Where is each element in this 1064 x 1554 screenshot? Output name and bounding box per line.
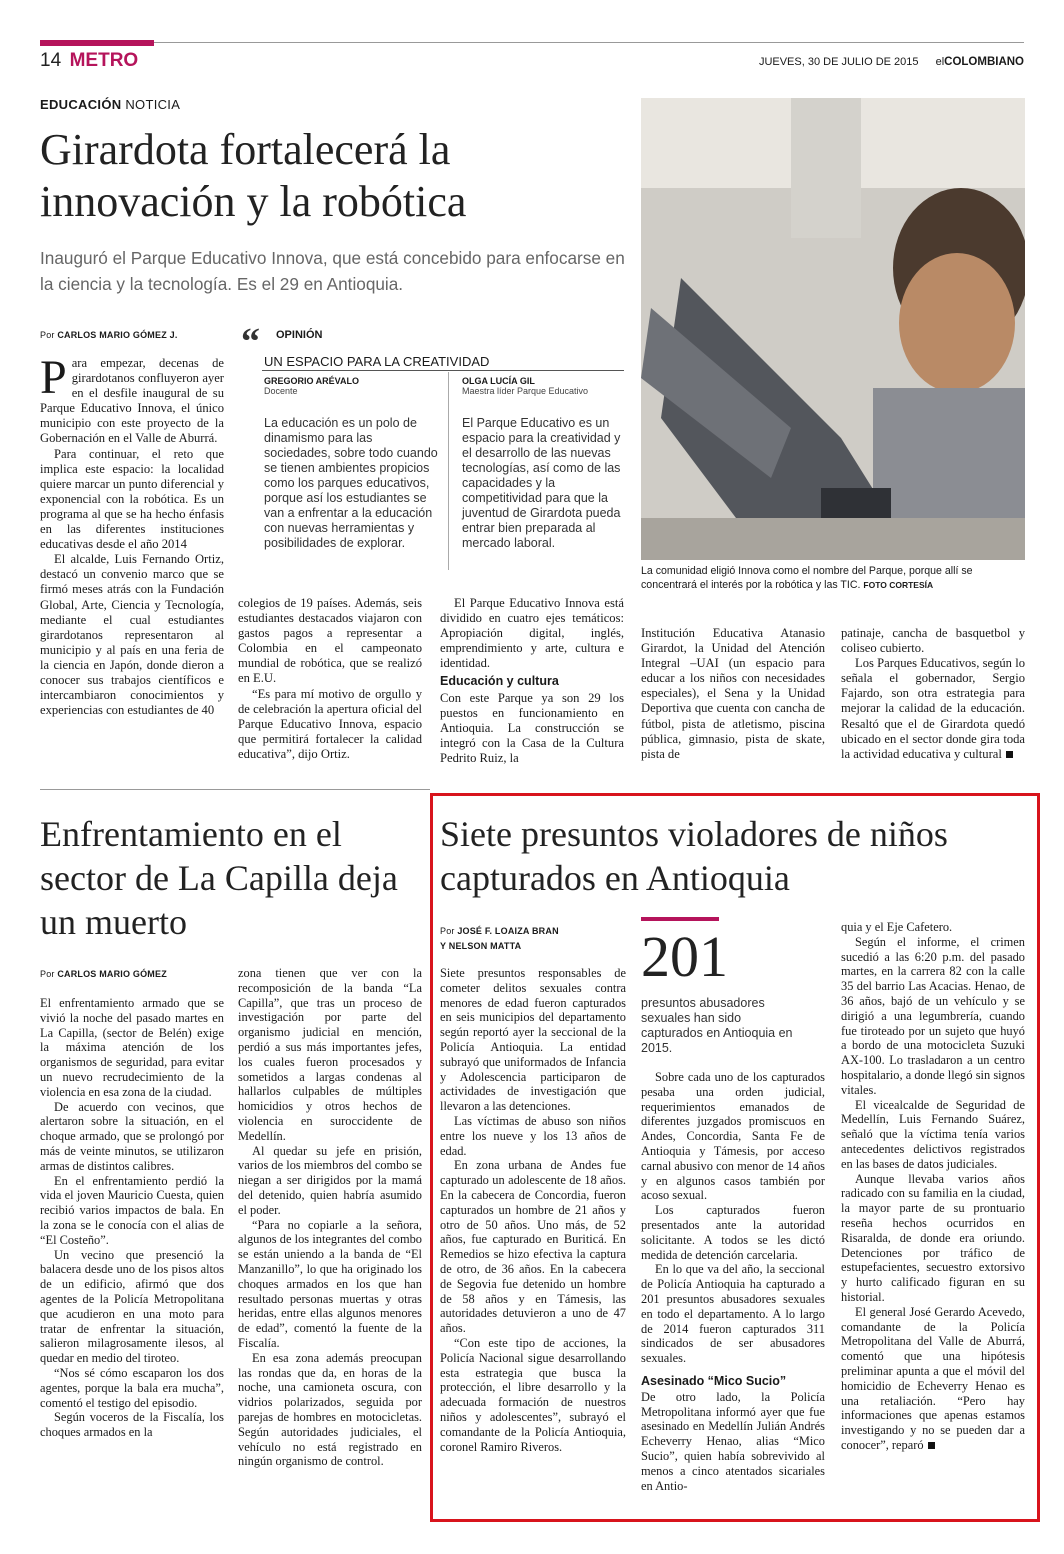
story2-column-2	[238, 966, 422, 1469]
paragraph: Con este Parque ya son 29 los puestos en funcionamiento en Antioquia. La construcción se integró con la Casa de la Cultura Pedrito Ruiz, la	[440, 690, 624, 765]
header-rule	[154, 42, 1024, 43]
paragraph: Los capturados fueron presentados ante la autoridad solicitante. A todos se les dictó medida de detención carcelaria.	[641, 1203, 825, 1262]
opinion-author-1: GREGORIO ARÉVALO Docente	[264, 376, 360, 396]
paragraph: Al quedar su jefe en prisión, varios de los miembros del combo se niegan a ser dirigidos por la mamá del detenido, quien habría asumido el poder.	[238, 1143, 422, 1217]
story1-column-3	[440, 596, 624, 766]
paragraph: Los Parques Educativos, según lo señala el gobernador, Sergio Fajardo, son otra estrategia para mejorar la calidad de la educación. Resaltó que el de Girardota quedó ubicado en el sector donde gira toda la actividad educativa y cultural	[841, 656, 1025, 761]
story1-photo-caption: La comunidad eligió Innova como el nombre del Parque, porque allí se concentrará el interés por la robótica y las TIC. FOTO CORTESÍA	[641, 565, 973, 591]
paragraph: quia y el Eje Cafetero.	[841, 920, 953, 934]
story3-column-3	[841, 920, 1025, 1453]
story1-column-5	[841, 626, 1025, 762]
story2-column-1	[40, 996, 224, 1440]
section-name: METRO	[69, 50, 139, 71]
end-mark	[928, 1442, 935, 1449]
paragraph: El general José Gerardo Acevedo, comandante de la Policía Metropolitana del Valle de Aburrá, comentó que una hipótesis preliminar apunta a que el móvil del homicidio de Echeverry Henao es una retaliación. “Pero hay informaciones que apenas estamos investigando y no se pueden dar a conocer”, reparó	[841, 1304, 1025, 1452]
opinion-box	[238, 321, 624, 576]
opinion-text-1: La educación es un polo de dinamismo para las sociedades, sobre todo cuando se tienen ambientes propicios como los parques educativos, porque así los estudiantes se van a enfrentar a la educación con nuevas herramientas y posibilidades de explorar.	[264, 416, 438, 550]
paragraph: El enfrentamiento armado que se vivió la noche del pasado martes en La Capilla, (sector de Belén) exige la máxima atención de los organismos de seguridad, para evitar un nuevo recrudecimiento de la violencia en esa zona de la ciudad.	[40, 996, 224, 1099]
opinion-quote-icon: “	[241, 321, 260, 363]
story3-byline: Por JOSÉ F. LOAIZA BRAN Y NELSON MATTA	[440, 926, 559, 951]
story1-column-2	[238, 596, 422, 762]
paragraph: Siete presuntos responsables de cometer delitos sexuales contra menores de edad fueron capturados en seis municipios del departamento según reportó ayer la seccional de la Policía Antioquia. La entidad subrayó que uniformados de Infancia y Adolescencia participaron de actividades de investigación que llevaron a las detenciones.	[440, 966, 626, 1114]
stat-text: presuntos abusadores sexuales han sido capturados en Antioquia en 2015.	[641, 996, 793, 1055]
paragraph: Institución Educativa Atanasio Girardot, la Unidad del Atención Integral –UAI (un espacio para educar a los niños con necesidades especiales), el Sena y la Unidad Deportiva que cuenta con cancha de fútbol, pista de atletismo, piscina pública, gimnasio, pista de skate, pista de	[641, 626, 825, 761]
header-right	[759, 56, 1024, 68]
paragraph: En lo que va del año, la seccional de Policía Antioquia ha capturado a 201 presuntos abusadores sexuales en todo el departamento. A lo largo de 2014 fueron capturados 311 sindicados de ser abusadores sexuales.	[641, 1262, 825, 1366]
opinion-rule	[262, 370, 624, 371]
paragraph: “Con este tipo de acciones, la Policía Nacional sigue desarrollando esta estrategia que busca la protección, el libre desarrollo y la adecuada formación de nuestros niños y adolescentes”, subrayó el comandante de la Policía Antioquia, coronel Ramiro Riveros.	[440, 1335, 626, 1454]
dropcap: P	[40, 351, 67, 404]
story1-column-4	[641, 626, 825, 762]
story3-headline: Siete presuntos violadores de niños capturados en Antioquia	[440, 814, 948, 898]
paragraph: El Parque Educativo Innova está dividido en cuatro ejes temáticos: Apropiación digital, inglés, emprendimiento y arte, cultura e identidad.	[440, 596, 624, 671]
paragraph: “Para no copiarle a la señora, algunos de los integrantes del combo se están uniendo a la banda de “El Manzanillo”, lo que ha originado los choques armados en los que han resultado personas muertas y otras heridas, entre ellas algunos menores de edad”, comentó la fuente de la Fiscalía.	[238, 1217, 422, 1350]
paragraph: Según el informe, el crimen sucedió a las 6:20 p.m. del pasado martes, en la carrera 82 con la calle 35 del barrio Las Acacias. Henao, de 36 años, bajó de un vehículo y se dirigió a una legumbrería, cuando fue tiroteado por un sujeto que huyó a bordo de una motocicleta Suzuki AX-100. Lo trasladaron a un centro hospitalario, a donde llegó sin signos vitales.	[841, 934, 1025, 1097]
paragraph: ara empezar, decenas de girardotanos confluyeron ayer en el desfile inaugural de su Parque Educativo Innova, el único municipio con este proyecto de la Gobernación en el Valle de Aburrá.	[40, 356, 224, 446]
story1-deck: Inauguró el Parque Educativo Innova, que está concebido para enfocarse en la ciencia y la tecnología. Es el 29 en Antioquia.	[40, 248, 625, 294]
paragraph: En esa zona además preocupan las rondas que da, en horas de la noche, una camioneta oscura, con vidrios polarizados, seguida por parejas de hombres en motocicletas. Según autoridades judiciales, el vehículo no está registrado en ningún organismo de control.	[238, 1350, 422, 1469]
opinion-title: UN ESPACIO PARA LA CREATIVIDAD	[264, 354, 490, 369]
story1-photo	[641, 98, 1025, 560]
photo-credit: FOTO CORTESÍA	[863, 580, 934, 590]
subhead: Asesinado “Mico Sucio”	[641, 1373, 787, 1388]
opinion-divider	[448, 372, 449, 570]
paragraph: En zona urbana de Andes fue capturado un adolescente de 18 años. En la cabecera de Concordia, fueron capturados un hombre de 21 años y otro de 50 años. Uno más, de 52 años, fue capturado en Buriticá. En Remedios se hizo efectiva la captura de otro, de 36 años. En la cabecera de Segovia fue detenido un hombre de 58 años y en Támesis, las autoridades detuvieron a uno de 47 años.	[440, 1158, 626, 1336]
section-divider	[40, 789, 430, 790]
story3-column-2	[641, 1070, 825, 1493]
paragraph: zona tienen que ver con la recomposición de la banda “La Capilla”, que tras un proceso de investigación por parte del organismo judicial en mención, perdió a sus más importantes jefes, los cuales fueron procesados y sometidos a largas condenas al hallarlos culpables de múltiples homicidios y otros hechos de violencia en suroccidente de Medellín.	[238, 966, 422, 1143]
story3-column-1	[440, 966, 626, 1454]
issue-date: JUEVES, 30 DE JULIO DE 2015	[758, 56, 919, 68]
opinion-author-2: OLGA LUCÍA GIL Maestra líder Parque Educativo	[462, 376, 589, 396]
story1-headline: Girardota fortalecerá la innovación y la robótica	[40, 125, 467, 226]
paragraph: Un vecino que presenció la balacera desde uno de los pisos altos de un edificio, afirmó que dos agentes de la Policía Metropolitana que acudieron en una moto para tratar de enfrentar la situación, salieron milagrosamente ilesos, al quedar en medio del tiroteo.	[40, 1247, 224, 1366]
paragraph: Sobre cada uno de los capturados pesaba una orden judicial, requerimientos emanados de diferentes juzgados promiscuos en Andes, Concordia, Santa Fe de Antioquia y Támesis, por acceso carnal abusivo con menor de 14 años y en algunos casos también por acoso sexual.	[641, 1070, 825, 1203]
paragraph: De otro lado, la Policía Metropolitana informó ayer que fue asesinado en Medellín Julián Andrés Echeverry Henao, alias “Mico Sucio”, quien había sobrevivido al menos a cinco atentados sicariales en Antio-	[641, 1389, 825, 1493]
paragraph: Para continuar, el reto que implica este espacio: la localidad quiere marcar un punto diferencial y exponencial con la robótica. Es un programa al que se ha hecho énfasis en las diferentes instituciones educativas desde el año 2014	[40, 446, 224, 552]
story1-column-1	[40, 351, 224, 718]
paragraph: De acuerdo con vecinos, que alertaron sobre la situación, en el choque armado, que se prolongó por más de veinte minutos, se utilizaron armas de distintos calibres.	[40, 1099, 224, 1173]
brand-logo: elCOLOMBIANO	[935, 56, 1024, 68]
story2-headline: Enfrentamiento en el sector de La Capilla deja un muerto	[40, 814, 398, 942]
story1-byline: Por CARLOS MARIO GÓMEZ J.	[40, 330, 178, 340]
header-accent-bar	[40, 40, 154, 46]
paragraph: Según voceros de la Fiscalía, los choques armados en la	[40, 1410, 224, 1440]
paragraph: “Es para mí motivo de orgullo y de celebración la apertura oficial del Parque Educativo Innova, espacio que permitirá fortalecer la calidad educativa”, dijo Ortiz.	[238, 686, 422, 761]
paragraph: Aunque llevaba varios años radicado con su familia en la ciudad, la mayor parte de su prontuario reseña hechos ocurridos en Risaralda, de donde era oriundo. Detenciones por tráfico de estupefacientes, secuestro extorsivo y hurto calificado figuran en su historial.	[841, 1171, 1025, 1304]
subhead: Educación y cultura	[440, 674, 559, 689]
opinion-label: OPINIÓN	[276, 329, 323, 341]
paragraph: Las víctimas de abuso son niños entre los nueve y los 13 años de edad.	[440, 1113, 626, 1158]
page-header	[40, 50, 1024, 74]
page-number: 14	[40, 50, 62, 71]
paragraph: El vicealcalde de Seguridad de Medellín, Luis Fernando Suárez, señaló que la víctima tenía varios antecedentes delictivos registrados en las bases de datos judiciales.	[841, 1097, 1025, 1171]
story1-kicker: EDUCACIÓN NOTICIA	[40, 97, 181, 112]
paragraph: El alcalde, Luis Fernando Ortiz, destacó un convenio marco que se firmó meses atrás con la Fundación Global, Arte, Ciencia y Tecnología, mediante el cual estudiantes girardotanos representaron al municipio y al país en una feria de la ciencia en Japón, donde dieron a conocer sus trabajos científicos e intercambiaron conocimientos y experiencias con estudiantes de 40	[40, 552, 224, 718]
opinion-text-2: El Parque Educativo es un espacio para la creatividad y el desarrollo de las nuevas tecnologías, así como de las capacidades y la competitividad para que la juventud de Girardota pueda entrar bien preparada al mercado laboral.	[462, 416, 621, 550]
stat-number: 201	[641, 924, 728, 989]
paragraph: “Nos sé cómo escaparon los dos agentes, porque la bala era mucha”, comentó el testigo del episodio.	[40, 1365, 224, 1410]
stat-accent-bar	[641, 917, 719, 921]
paragraph: En el enfrentamiento perdió la vida el joven Mauricio Cuesta, quien recibió varios impactos de bala. En la zona se le conocía con el alias de “El Costeño”.	[40, 1173, 224, 1247]
end-mark	[1006, 751, 1013, 758]
paragraph: colegios de 19 países. Además, seis estudiantes destacados viajaron con gastos pagos a representar a Colombia en el campeonato mundial de robótica, que se realizó en E.U.	[238, 596, 422, 686]
paragraph: patinaje, cancha de basquetbol y coliseo cubierto.	[841, 626, 1025, 656]
story2-byline: Por CARLOS MARIO GÓMEZ	[40, 969, 167, 979]
